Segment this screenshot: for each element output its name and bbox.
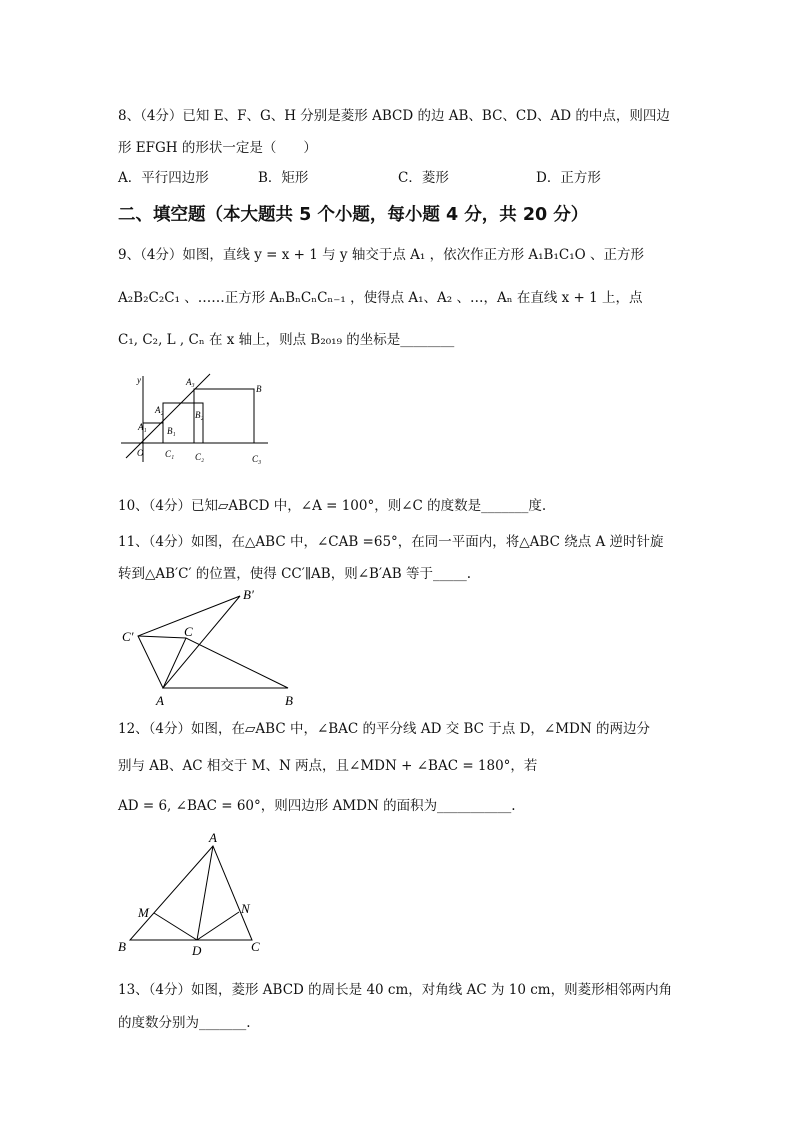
- q9-line1: 9、（4分）如图，直线 y = x + 1 与 y 轴交于点 A₁ ，依次作正方形 A₁B₁C₁O 、正方形: [118, 247, 644, 263]
- q9-label-b2: B₂: [195, 410, 204, 420]
- q9-label-o: O: [137, 448, 144, 458]
- q12-line1: 12、（4分）如图，在▱ABC 中，∠BAC 的平分线 AD 交 BC 于点 D，∠MDN 的两边分: [118, 721, 650, 737]
- q12-line2: 别与 AB、AC 相交于 M、N 两点，且∠MDN + ∠BAC = 180°，若: [118, 758, 538, 774]
- q12-segment-nd: [197, 912, 239, 940]
- q9-label-c2: C₂: [195, 452, 205, 462]
- q11-label-bprime: B′: [243, 587, 254, 602]
- q9-label-a1: A₁: [138, 422, 147, 432]
- q11-line2: 转到△AB′C′ 的位置，使得 CC′∥AB，则∠B′AB 等于_____.: [118, 566, 472, 582]
- q13-line1: 13、（4分）如图，菱形 ABCD 的周长是 40 cm，对角线 AC 为 10 cm，则菱形相邻两内角: [118, 982, 673, 998]
- q10-line1: 10、（4分）已知▱ABCD 中，∠A = 100°，则∠C 的度数是_______度.: [118, 498, 547, 514]
- q13-line2: 的度数分别为_______.: [118, 1015, 251, 1031]
- q12-figure: [114, 830, 274, 956]
- q12-line3: AD = 6, ∠BAC = 60°，则四边形 AMDN 的面积为___________.: [118, 798, 516, 814]
- q9-label-a2: A₂: [155, 405, 164, 415]
- q9-label-b1: B₁: [167, 426, 176, 436]
- q11-triangle-abc: [163, 638, 288, 688]
- q9-label-c3: C₃: [252, 454, 262, 464]
- q12-label-b: B: [118, 939, 126, 954]
- q8-line1: 8、（4分）已知 E、F、G、H 分别是菱形 ABCD 的边 AB、BC、CD、AD 的中点，则四边: [118, 108, 670, 124]
- q12-label-n: N: [241, 901, 250, 916]
- q11-label-cprime: C′: [122, 629, 134, 644]
- q12-segment-md: [154, 913, 197, 940]
- q9-square-2: [163, 403, 203, 443]
- q11-triangle-abpcp: [138, 596, 240, 688]
- q12-segment-ad: [197, 846, 213, 940]
- q12-label-a: A: [209, 830, 217, 845]
- q12-triangle-abc: [130, 846, 252, 940]
- q11-segment-ccp: [138, 636, 186, 638]
- q11-label-a: A: [156, 693, 164, 708]
- q8-option-d: D．正方形: [536, 170, 601, 186]
- q8-option-a: A．平行四边形: [118, 170, 209, 186]
- q11-label-c: C: [184, 624, 193, 639]
- q9-figure: [118, 368, 278, 466]
- q8-option-c: C．菱形: [398, 170, 449, 186]
- section-title: 二、填空题（本大题共 5 个小题，每小题 4 分，共 20 分）: [118, 205, 589, 225]
- q9-line3: C₁, C₂, L , Cₙ 在 x 轴上，则点 B₂₀₁₉ 的坐标是________: [118, 332, 455, 348]
- q12-label-c: C: [251, 939, 260, 954]
- q9-label-a3: A₃: [186, 377, 195, 387]
- q11-figure: [118, 586, 298, 708]
- q9-label-b: B: [256, 384, 262, 394]
- q9-line2: A₂B₂C₂C₁ 、……正方形 AₙBₙCₙCₙ₋₁ ，使得点 A₁、A₂ 、…，Aₙ 在直线 x + 1 上，点: [118, 290, 643, 306]
- q8-line2: 形 EFGH 的形状一定是（ ）: [118, 140, 317, 156]
- q9-label-c1: C₁: [165, 449, 175, 459]
- q12-label-m: M: [138, 905, 149, 920]
- q11-label-b: B: [285, 693, 293, 708]
- q12-label-d: D: [192, 943, 202, 956]
- q9-label-y: y: [137, 375, 141, 385]
- q8-option-b: B．矩形: [258, 170, 309, 186]
- q11-line1: 11、（4分）如图，在△ABC 中，∠CAB =65°，在同一平面内，将△ABC 绕点 A 逆时针旋: [118, 534, 664, 550]
